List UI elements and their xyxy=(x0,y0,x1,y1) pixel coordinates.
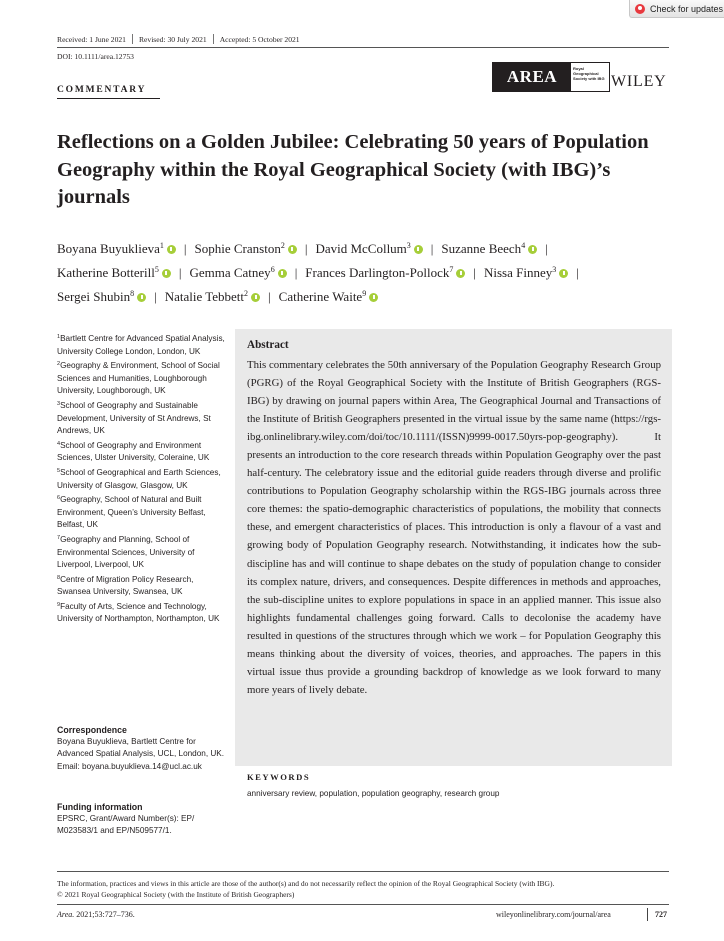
affiliation-item xyxy=(57,574,227,599)
correspondence-text: Boyana Buyuklieva, Bartlett Centre for Advanced Spatial Analysis, UCL, London, UK. xyxy=(57,737,225,759)
orcid-icon[interactable] xyxy=(167,245,176,254)
author-affiliation-mark: 4 xyxy=(521,241,526,250)
funding-info xyxy=(57,801,227,838)
received-date: Received: 1 June 2021 xyxy=(57,35,126,44)
author-separator: | xyxy=(430,241,434,256)
funding-heading: Funding information xyxy=(57,802,143,812)
article-type-rule xyxy=(57,98,160,99)
author-list xyxy=(57,237,687,310)
affiliation-text: Geography & Environment, School of Social Sciences and Humanities, Loughborough University, Loughborough, UK xyxy=(57,361,220,396)
journal-volume: 2021;53:727–736. xyxy=(76,910,135,919)
author-affiliation-mark: 8 xyxy=(130,289,135,299)
author-name[interactable] xyxy=(57,265,171,280)
page-number: 727 xyxy=(655,910,667,919)
author-separator: | xyxy=(268,289,271,305)
dates-line xyxy=(57,34,300,44)
doi[interactable]: DOI: 10.1111/area.12753 xyxy=(57,52,134,61)
author-name[interactable] xyxy=(195,241,297,256)
author-name[interactable] xyxy=(315,241,422,256)
journal-logo xyxy=(492,62,610,92)
affiliation-text: School of Geography and Environment Sciences, Ulster University, Coleraine, UK xyxy=(57,440,210,463)
affiliation-item xyxy=(57,534,227,572)
journal-citation xyxy=(57,910,135,919)
update-icon xyxy=(635,4,645,14)
funding-text: EPSRC, Grant/Award Number(s): EP/ M023583/1 and EP/N509577/1. xyxy=(57,814,195,836)
author-separator: | xyxy=(576,265,579,281)
publisher-logo: WILEY xyxy=(611,73,667,90)
page-separator xyxy=(647,908,648,921)
affiliation-text: Geography, School of Natural and Built Environment, Queen’s University Belfast, Belfast, UK xyxy=(57,495,206,530)
footer-rule xyxy=(57,871,669,872)
abstract-text: This commentary celebrates the 50th anniversary of the Population Geography Research Group (PGRG) of the Royal Geographical Society with the Institute of British Geographers (RGS-IBG) by drawing on journal papers within Area, The Geographical Journal and Transactions of the Institute of British Geographers presented in the virtual issue by the same name (https://rgs-ibg.onlinelibrary.wiley.com/doi/toc/10.1111/(ISSN)9999-0017.50yrs-pop-geography). It presents an introduction to the core research threads within Population Geography over the past half-century. The celebratory issue and the editorial guide readers through diverse and prolific contributions to Population Geography scholarship within the RGS-IBG journals across three core themes: the spatio-demographic characteristics of populations, the mobility that connects these, and emergent characteristics of places. This introduction is only a flavour of a vast and growing body of Population Geography research. Notwithstanding, it indicates how the sub-discipline has and will continue to shape debates on the study of population change to consider its complex nature, drivers, and consequences. Despite differences in methods and approaches, the sub-discipline unites to explore populations in space in an applied manner. This issue also highlights fundamental challenges going forward. Calls to decolonise the academy have resulted in questions of the structures through which we work – for Population Geography this means thinking about the diversity of voices, theories, and approaches. The papers in this virtual issue thus provide a grounding backdrop of knowledge as we look forward to many more years of lively debate. xyxy=(247,359,661,696)
affiliation-text: School of Geographical and Earth Sciences, University of Glasgow, Glasgow, UK xyxy=(57,467,221,490)
orcid-icon[interactable] xyxy=(456,269,465,278)
affiliation-number: 7 xyxy=(57,534,61,541)
affiliation-number: 4 xyxy=(57,440,61,447)
author-name[interactable] xyxy=(484,265,568,280)
copyright-text: © 2021 Royal Geographical Society (with the Institute of British Geographers) xyxy=(57,890,295,900)
affiliation-text: Bartlett Centre for Advanced Spatial Analysis, University College London, London, UK xyxy=(57,334,225,356)
article-type-label: COMMENTARY xyxy=(57,85,147,95)
author-separator: | xyxy=(304,241,308,256)
author-name[interactable] xyxy=(279,289,379,304)
author-name-text: Sophie Cranston xyxy=(194,241,281,256)
orcid-icon[interactable] xyxy=(288,245,297,254)
author-affiliation-mark: 5 xyxy=(154,265,159,275)
author-separator: | xyxy=(178,265,182,281)
orcid-icon[interactable] xyxy=(559,269,568,278)
footer-rule-2 xyxy=(57,904,669,905)
affiliation-item xyxy=(57,494,227,532)
author-name[interactable] xyxy=(189,265,286,280)
author-name[interactable] xyxy=(305,265,465,280)
journal-website[interactable]: wileyonlinelibrary.com/journal/area xyxy=(496,910,611,919)
author-name-text: Gemma Catney xyxy=(189,265,271,281)
affiliations xyxy=(57,333,227,628)
affiliation-item xyxy=(57,601,227,626)
society-logo-text: Royal Geographical Society with IBG xyxy=(573,66,605,81)
keywords-heading: KEYWORDS xyxy=(247,772,311,782)
affiliation-number: 8 xyxy=(57,574,61,581)
affiliation-item xyxy=(57,400,227,438)
author-separator: | xyxy=(294,265,298,281)
author-affiliation-mark: 2 xyxy=(280,241,285,250)
correspondence-email[interactable]: Email: boyana.buyuklieva.14@ucl.ac.uk xyxy=(57,761,202,771)
author-name-text: David McCollum xyxy=(315,241,407,256)
author-name-text: Sergei Shubin xyxy=(57,289,131,305)
revised-date: Revised: 30 July 2021 xyxy=(138,35,207,44)
orcid-icon[interactable] xyxy=(278,269,287,278)
author-name-text: Boyana Buyuklieva xyxy=(57,241,160,256)
affiliation-text: Geography and Planning, School of Environmental Sciences, University of Liverpool, Liverpool, UK xyxy=(57,534,195,570)
abstract-heading: Abstract xyxy=(247,339,289,351)
author-separator: | xyxy=(545,241,548,256)
check-for-updates-label: Check for updates xyxy=(650,3,724,14)
author-affiliation-mark: 3 xyxy=(552,265,557,275)
footer-notes xyxy=(57,878,672,901)
author-name-text: Suzanne Beech xyxy=(441,241,522,256)
accepted-date: Accepted: 5 October 2021 xyxy=(219,35,300,44)
author-name-text: Frances Darlington-Pollock xyxy=(305,265,450,281)
article-title: Reflections on a Golden Jubilee: Celebrating 50 years of Population Geography within the Royal Geographical Society (with IBG)’s journals xyxy=(57,131,649,208)
author-name-text: Nissa Finney xyxy=(483,265,553,281)
affiliation-item xyxy=(57,360,227,398)
header-rule xyxy=(57,47,669,48)
author-affiliation-mark: 6 xyxy=(270,265,275,275)
keywords-text: anniversary review, population, population geography, research group xyxy=(247,789,500,798)
affiliation-item xyxy=(57,440,227,465)
affiliation-number: 6 xyxy=(57,495,61,502)
affiliation-number: 2 xyxy=(57,361,61,368)
orcid-icon[interactable] xyxy=(137,293,146,302)
affiliation-text: School of Geography and Sustainable Development, University of St Andrews, St Andrews, UK xyxy=(57,400,211,436)
author-name[interactable] xyxy=(57,289,146,304)
orcid-icon[interactable] xyxy=(162,269,171,278)
affiliation-number: 5 xyxy=(57,467,61,474)
affiliation-number: 9 xyxy=(57,601,61,608)
orcid-icon[interactable] xyxy=(528,245,537,254)
journal-name: Area. xyxy=(57,910,75,919)
orcid-icon[interactable] xyxy=(414,245,423,254)
author-name-text: Katherine Botterill xyxy=(57,265,155,281)
affiliation-item xyxy=(57,333,227,358)
author-name-text: Natalie Tebbett xyxy=(164,289,245,305)
affiliation-text: Faculty of Arts, Science and Technology, University of Northampton, Northampton, UK xyxy=(57,601,220,624)
affiliation-text: Centre of Migration Policy Research, Swansea University, Swansea, UK xyxy=(57,574,194,597)
affiliation-item xyxy=(57,467,227,492)
author-affiliation-mark: 2 xyxy=(244,289,249,299)
author-name[interactable] xyxy=(441,241,537,256)
disclaimer-text: The information, practices and views in this article are those of the author(s) and do not necessarily reflect the opinion of the Royal Geographical Society (with IBG). xyxy=(57,879,555,888)
author-separator: | xyxy=(183,241,187,256)
journal-logo-text: AREA xyxy=(493,63,571,91)
author-affiliation-mark: 9 xyxy=(362,289,367,299)
author-affiliation-mark: 3 xyxy=(406,241,411,250)
author-name-text: Catherine Waite xyxy=(278,289,363,305)
author-affiliation-mark: 7 xyxy=(449,265,454,275)
check-for-updates-button[interactable] xyxy=(629,0,724,18)
affiliation-number: 3 xyxy=(57,400,61,407)
author-name[interactable] xyxy=(57,241,176,256)
author-affiliation-mark: 1 xyxy=(159,241,164,250)
author-separator: | xyxy=(154,289,157,305)
correspondence-heading: Correspondence xyxy=(57,725,127,735)
author-name[interactable] xyxy=(165,289,260,304)
author-separator: | xyxy=(473,265,476,281)
orcid-icon[interactable] xyxy=(369,293,378,302)
orcid-icon[interactable] xyxy=(251,293,260,302)
affiliation-number: 1 xyxy=(57,334,61,340)
correspondence xyxy=(57,724,227,773)
